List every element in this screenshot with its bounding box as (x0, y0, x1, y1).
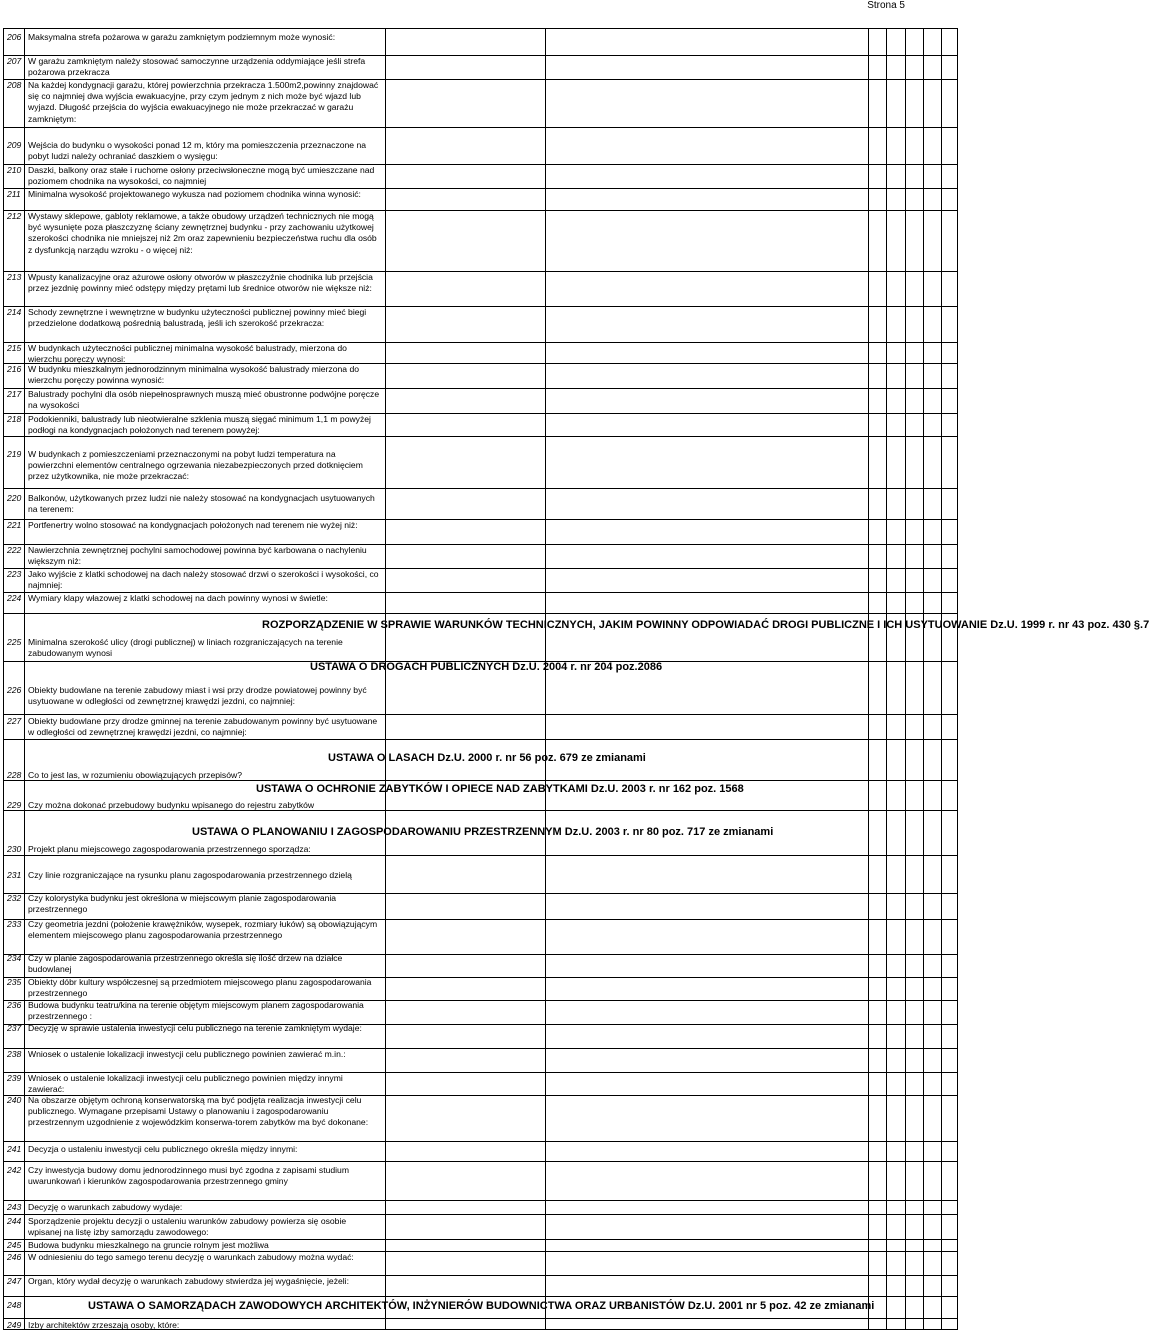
question-text: Daszki, balkony oraz stałe i ruchome osłony przeciwsłoneczne mogą być umieszczane nad poziomem chodnika na wysokości, co najmniej (28, 165, 375, 187)
question-number: 223 (7, 569, 22, 579)
section-header: USTAWA O SAMORZĄDACH ZAWODOWYCH ARCHITEKTÓW, INŻYNIERÓW BUDOWNICTWA ORAZ URBANISTÓW Dz.U. 2001 nr 5 poz. 42 ze zmianami (88, 1300, 875, 1312)
row-divider (3, 780, 958, 781)
question-number: 245 (7, 1240, 22, 1250)
question-number: 220 (7, 493, 22, 503)
question-text: Nawierzchnia zewnętrznej pochylni samochodowej powinna być karbowana o nachyleniu większym niż: (28, 545, 367, 567)
question-text: Izby architektów zrzeszają osoby, które: (28, 1320, 180, 1330)
column-divider (923, 28, 924, 1330)
row-divider (3, 810, 958, 811)
question-number: 235 (7, 977, 22, 987)
question-text: Wniosek o ustalenie lokalizacji inwestycji celu publicznego powinien zawierać m.in.: (28, 1049, 346, 1059)
section-header: USTAWA O LASACH Dz.U. 2000 r. nr 56 poz. 679 ze zmianami (328, 752, 646, 764)
question-text: Na każdej kondygnacji garażu, której powierzchnia przekracza 1.500m2,powinny znajdować się co najmniej dwa wyjścia ewakuacyjne, przy czym jednym z nich może być wjazd lub wyjazd. Długość przejścia do wyjścia ewakuacyjnego nie może przekraczać w garażu zamkniętym: (28, 80, 379, 124)
column-divider (24, 28, 25, 1330)
question-number: 236 (7, 1000, 22, 1010)
question-number: 226 (7, 685, 22, 695)
question-text: Czy kolorystyka budynku jest określona w miejscowym planie zagospodarowania przestrzennego (28, 893, 337, 915)
question-text: Obiekty dóbr kultury współczesnej są przedmiotem miejscowego planu zagospodarowania przestrzennego (28, 977, 372, 999)
row-divider (3, 739, 958, 740)
question-number: 212 (7, 211, 22, 221)
row-divider (3, 855, 958, 856)
row-divider (3, 436, 958, 437)
question-number: 219 (7, 449, 22, 459)
question-number: 210 (7, 165, 22, 175)
section-header: USTAWA O OCHRONIE ZABYTKÓW I OPIECE NAD ZABYTKAMI Dz.U. 2003 r. nr 162 poz. 1568 (256, 783, 744, 795)
question-text: W budynkach z pomieszczeniami przeznaczonymi na pobyt ludzi temperatura na powierzchni elementów centralnego ogrzewania niezabezpieczonych przed dotknięciem przez użytkownika, nie może przekraczać: (28, 449, 363, 482)
column-divider (941, 28, 942, 1330)
section-header: USTAWA O DROGACH PUBLICZNYCH Dz.U. 2004 r. nr 204 poz.2086 (310, 661, 663, 673)
question-number: 215 (7, 343, 22, 353)
row-divider (3, 613, 958, 614)
question-number: 224 (7, 593, 22, 603)
row-divider (3, 1200, 958, 1201)
question-text: W budynkach użyteczności publicznej minimalna wysokość balustrady, mierzona do wierzchu poręczy wynosi: (28, 343, 347, 365)
question-text: Sporządzenie projektu decyzji o ustaleniu warunków zabudowy powierza się osobie wpisanej na listę izby samorządu zawodowego: (28, 1216, 347, 1238)
question-text: Wystawy sklepowe, gabloty reklamowe, a także obudowy urządzeń technicznych nie mogą być wysunięte poza płaszczyznę ściany zewnętrznej budynku - przy zachowaniu użytkowej szerokości chodnika nie mniejszej niż 2m oraz zapewnieniu bezpieczeństwa ruchu dla osób z dysfunkcją narządu wzroku - o więcej niż: (28, 211, 377, 255)
column-divider (868, 28, 869, 1330)
column-divider (385, 28, 386, 1330)
question-text: Minimalna wysokość projektowanego wykusza nad poziomem chodnika winna wynosić: (28, 189, 361, 199)
question-number: 227 (7, 716, 22, 726)
question-text: Schody zewnętrzne i wewnętrzne w budynku użyteczności publicznej powinny mieć biegi przedzielone dodatkową pośrednią balustradą, jeśli ich szerokość przekracza: (28, 307, 367, 329)
question-number: 240 (7, 1095, 22, 1105)
question-number: 218 (7, 414, 22, 424)
question-number: 247 (7, 1276, 22, 1286)
question-text: W odniesieniu do tego samego terenu decyzję o warunkach zabudowy można wydać: (28, 1252, 354, 1262)
question-number: 225 (7, 637, 22, 647)
question-number: 230 (7, 844, 22, 854)
question-text: Minimalna szerokość ulicy (drogi publicznej) w liniach rozgraniczających na terenie zabudowanym wynosi (28, 637, 343, 659)
question-number: 243 (7, 1202, 22, 1212)
question-text: Decyzja o ustaleniu inwestycji celu publicznego określa między innymi: (28, 1144, 298, 1154)
row-divider (3, 127, 958, 128)
question-text: Czy w planie zagospodarowania przestrzennego określa się ilość drzew na działce budowlanej (28, 953, 343, 975)
question-text: Maksymalna strefa pożarowa w garażu zamkniętym podziemnym może wynosić: (28, 32, 336, 42)
question-number: 233 (7, 919, 22, 929)
question-text: Decyzję w sprawie ustalenia inwestycji celu publicznego na terenie zamkniętym wydaje: (28, 1023, 362, 1033)
question-text: W budynku mieszkalnym jednorodzinnym minimalna wysokość balustrady mierzona do wierzchu poręczy powinna wynosić: (28, 364, 359, 386)
question-text: Jako wyjście z klatki schodowej na dach należy stosować drzwi o szerokości i wysokości, co najmniej: (28, 569, 379, 591)
question-text: Wniosek o ustalenie lokalizacji inwestycji celu publicznego powinien między innymi zawierać: (28, 1073, 343, 1095)
question-text: Projekt planu miejscowego zagospodarowania przestrzennego sporządza: (28, 844, 311, 854)
question-number: 241 (7, 1144, 22, 1154)
section-header: ROZPORZĄDZENIE W SPRAWIE WARUNKÓW TECHNICZNYCH, JAKIM POWINNY ODPOWIADAĆ DROGI PUBLICZNE I ICH USYTUOWANIE Dz.U. 1999 r. nr 43 poz. 430 §.7 (262, 619, 1149, 631)
question-text: Budowa budynku teatru/kina na terenie objętym miejscowym planem zagospodarowania przestrzennego : (28, 1000, 364, 1022)
question-text: Portfenertry wolno stosować na kondygnacjach położonych nad terenem nie wyżej niż: (28, 520, 358, 530)
row-divider (3, 1141, 958, 1142)
question-number: 244 (7, 1216, 22, 1226)
question-number: 246 (7, 1252, 22, 1262)
column-divider (905, 28, 906, 1330)
question-text: Decyzję o warunkach zabudowy wydaje: (28, 1202, 183, 1212)
question-number: 216 (7, 364, 22, 374)
question-text: Wpusty kanalizacyjne oraz ażurowe osłony otworów w płaszczyźnie chodnika lub przejścia przez jezdnię powinny mieć odstępy między prętami lub średnice otworów nie większe niż: (28, 272, 373, 294)
question-text: Balkonów, użytkowanych przez ludzi nie należy stosować na kondygnacjach usytuowanych na terenem: (28, 493, 375, 515)
question-number: 214 (7, 307, 22, 317)
question-text: Czy geometria jezdni (położenie krawężników, wysepek, rozmiary łuków) są obowiązującym elementem miejscowego planu zagospodarowania przestrzennego (28, 919, 378, 941)
question-text: Wejścia do budynku o wysokości ponad 12 m, który ma pomieszczenia przeznaczone na pobyt ludzi należy ochraniać daszkiem o wysięgu: (28, 140, 367, 162)
row-divider (3, 714, 958, 715)
question-number: 231 (7, 870, 22, 880)
question-number: 238 (7, 1049, 22, 1059)
question-number: 217 (7, 389, 22, 399)
question-number: 213 (7, 272, 22, 282)
question-number: 237 (7, 1023, 22, 1033)
question-number: 248 (7, 1300, 22, 1310)
row-divider (3, 488, 958, 489)
question-number: 209 (7, 140, 22, 150)
question-number: 229 (7, 800, 22, 810)
question-number: 222 (7, 545, 22, 555)
row-divider (3, 1296, 958, 1297)
question-text: W garażu zamkniętym należy stosować samoczynne urządzenia oddymiające jeśli strefa pożarowa przekracza (28, 56, 366, 78)
question-number: 232 (7, 893, 22, 903)
column-divider (886, 28, 887, 1330)
question-text: Na obszarze objętym ochroną konserwatorską ma być podjęta realizacja inwestycji celu publicznego. Wymagane przepisami Ustawy o planowaniu i zagospodarowaniu przestrzennym uzgodnienie z wojewódzkim konserwa-torem zabytków ma być dokonane: (28, 1095, 369, 1128)
question-text: Obiekty budowlane przy drodze gminnej na terenie zabudowanym powinny być usytuowane w odległości od zewnętrznej krawędzi jezdni, co najmniej: (28, 716, 378, 738)
page-number: Strona 5 (867, 0, 905, 11)
question-number: 207 (7, 56, 22, 66)
question-number: 228 (7, 770, 22, 780)
question-number: 242 (7, 1165, 22, 1175)
question-number: 208 (7, 80, 22, 90)
question-text: Organ, który wydał decyzję o warunkach zabudowy stwierdza jej wygaśnięcie, jeżeli: (28, 1276, 349, 1286)
question-text: Balustrady pochylni dla osób niepełnosprawnych muszą mieć obustronne podwójne poręcze na wysokości (28, 389, 380, 411)
question-text: Budowa budynku mieszkalnego na gruncie rolnym jest możliwa (28, 1240, 269, 1250)
question-number: 239 (7, 1073, 22, 1083)
section-header: USTAWA O PLANOWANIU I ZAGOSPODAROWANIU PRZESTRZENNYM Dz.U. 2003 r. nr 80 poz. 717 ze zmianami (192, 826, 774, 838)
column-divider (545, 28, 546, 1330)
question-text: Czy można dokonać przebudowy budynku wpisanego do rejestru zabytków (28, 800, 315, 810)
question-text: Czy inwestycja budowy domu jednorodzinnego musi być zgodna z zapisami studium uwarunkowań i kierunków zagospodarowania przestrzennego gminy (28, 1165, 349, 1187)
row-divider (3, 1318, 958, 1319)
question-number: 249 (7, 1320, 22, 1330)
question-text: Co to jest las, w rozumieniu obowiązujących przepisów? (28, 770, 242, 780)
question-text: Czy linie rozgraniczające na rysunku planu zagospodarowania przestrzennego dzielą (28, 870, 352, 880)
question-number: 234 (7, 953, 22, 963)
question-number: 221 (7, 520, 22, 530)
question-number: 211 (7, 189, 21, 199)
question-text: Obiekty budowlane na terenie zabudowy miast i wsi przy drodze powiatowej powinny być usytuowane w odległości od zewnętrznej krawędzi jezdni, co najmniej: (28, 685, 367, 707)
row-divider (3, 1214, 958, 1215)
question-number: 206 (7, 32, 22, 42)
row-divider (3, 1161, 958, 1162)
question-text: Podokienniki, balustrady lub nieotwieralne szklenia muszą sięgać minimum 1,1 m powyżej podłogi na kondygnacjach położonych nad terenem powyżej: (28, 414, 371, 436)
question-text: Wymiary klapy włazowej z klatki schodowej na dach powinny wynosi w świetle: (28, 593, 328, 603)
